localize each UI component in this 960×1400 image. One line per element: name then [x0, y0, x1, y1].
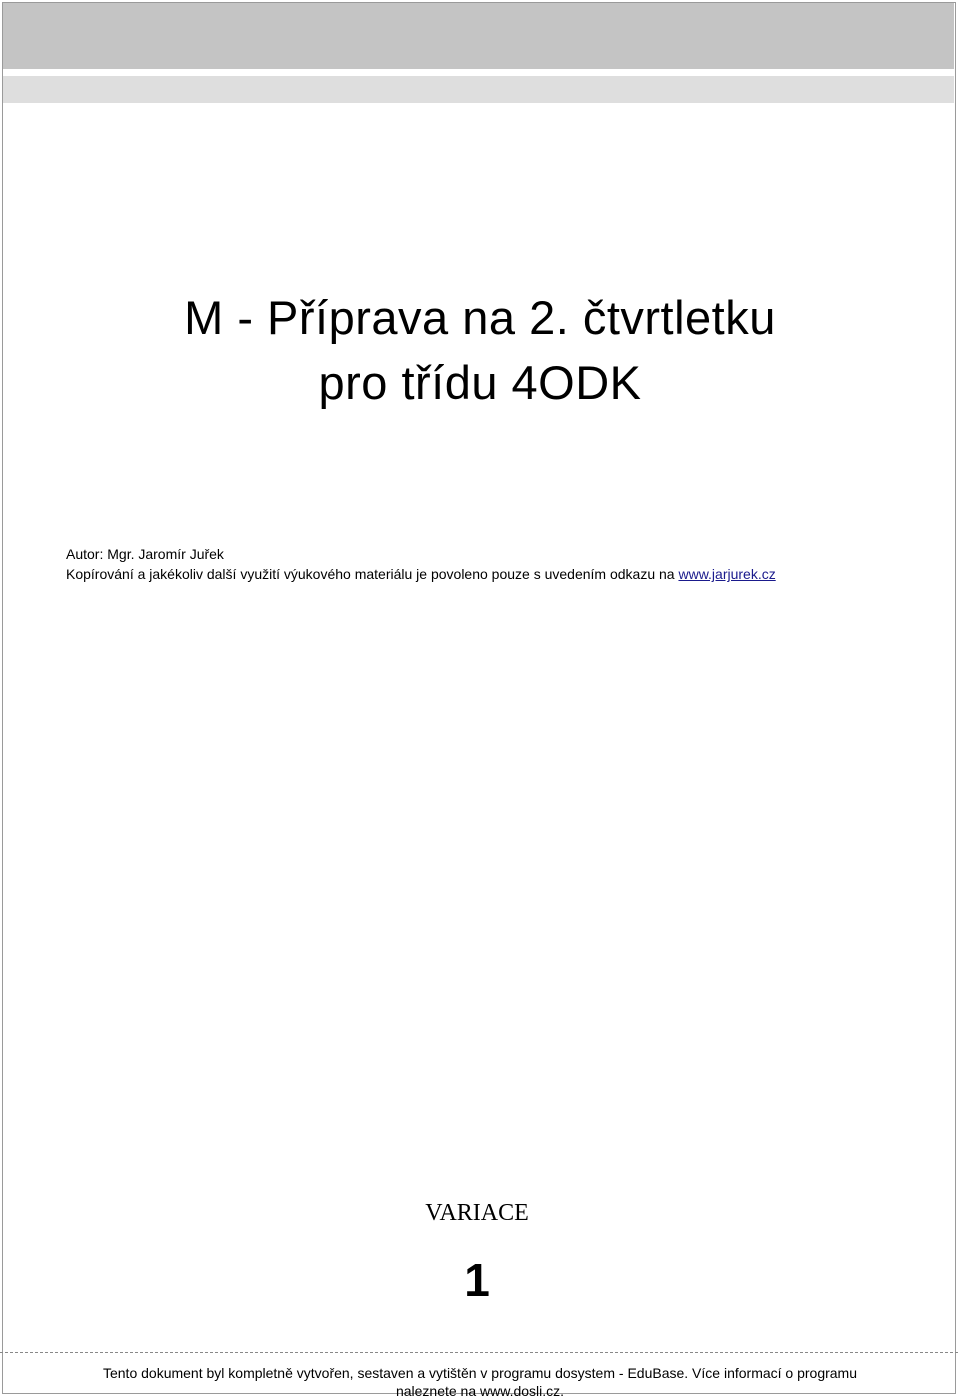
subheader-band — [3, 76, 954, 103]
page-frame — [2, 2, 956, 1394]
footer-line-1: Tento dokument byl kompletně vytvořen, sestaven a vytištěn v programu dosystem - EduBase. Více informací o programu — [102, 1365, 858, 1381]
website-link[interactable]: www.jarjurek.cz — [678, 566, 776, 582]
document-title-line-2: pro třídu 4ODK — [318, 356, 642, 409]
document-title-line-1: M - Příprava na 2. čtvrtletku — [184, 291, 776, 344]
footer-line-2: naleznete na www.dosli.cz. — [395, 1383, 565, 1399]
header-band — [3, 3, 954, 69]
variant-number: 1 — [464, 1254, 490, 1306]
footer-note — [0, 1364, 960, 1400]
variant-label: VARIACE — [425, 1200, 529, 1226]
author-line: Autor: Mgr. Jaromír Juřek — [66, 546, 224, 562]
copyright-notice — [66, 565, 776, 583]
footer-divider — [0, 1352, 958, 1353]
copyright-text: Kopírování a jakékoliv další využití výukového materiálu je povoleno pouze s uvedením odkazu na — [66, 566, 675, 582]
